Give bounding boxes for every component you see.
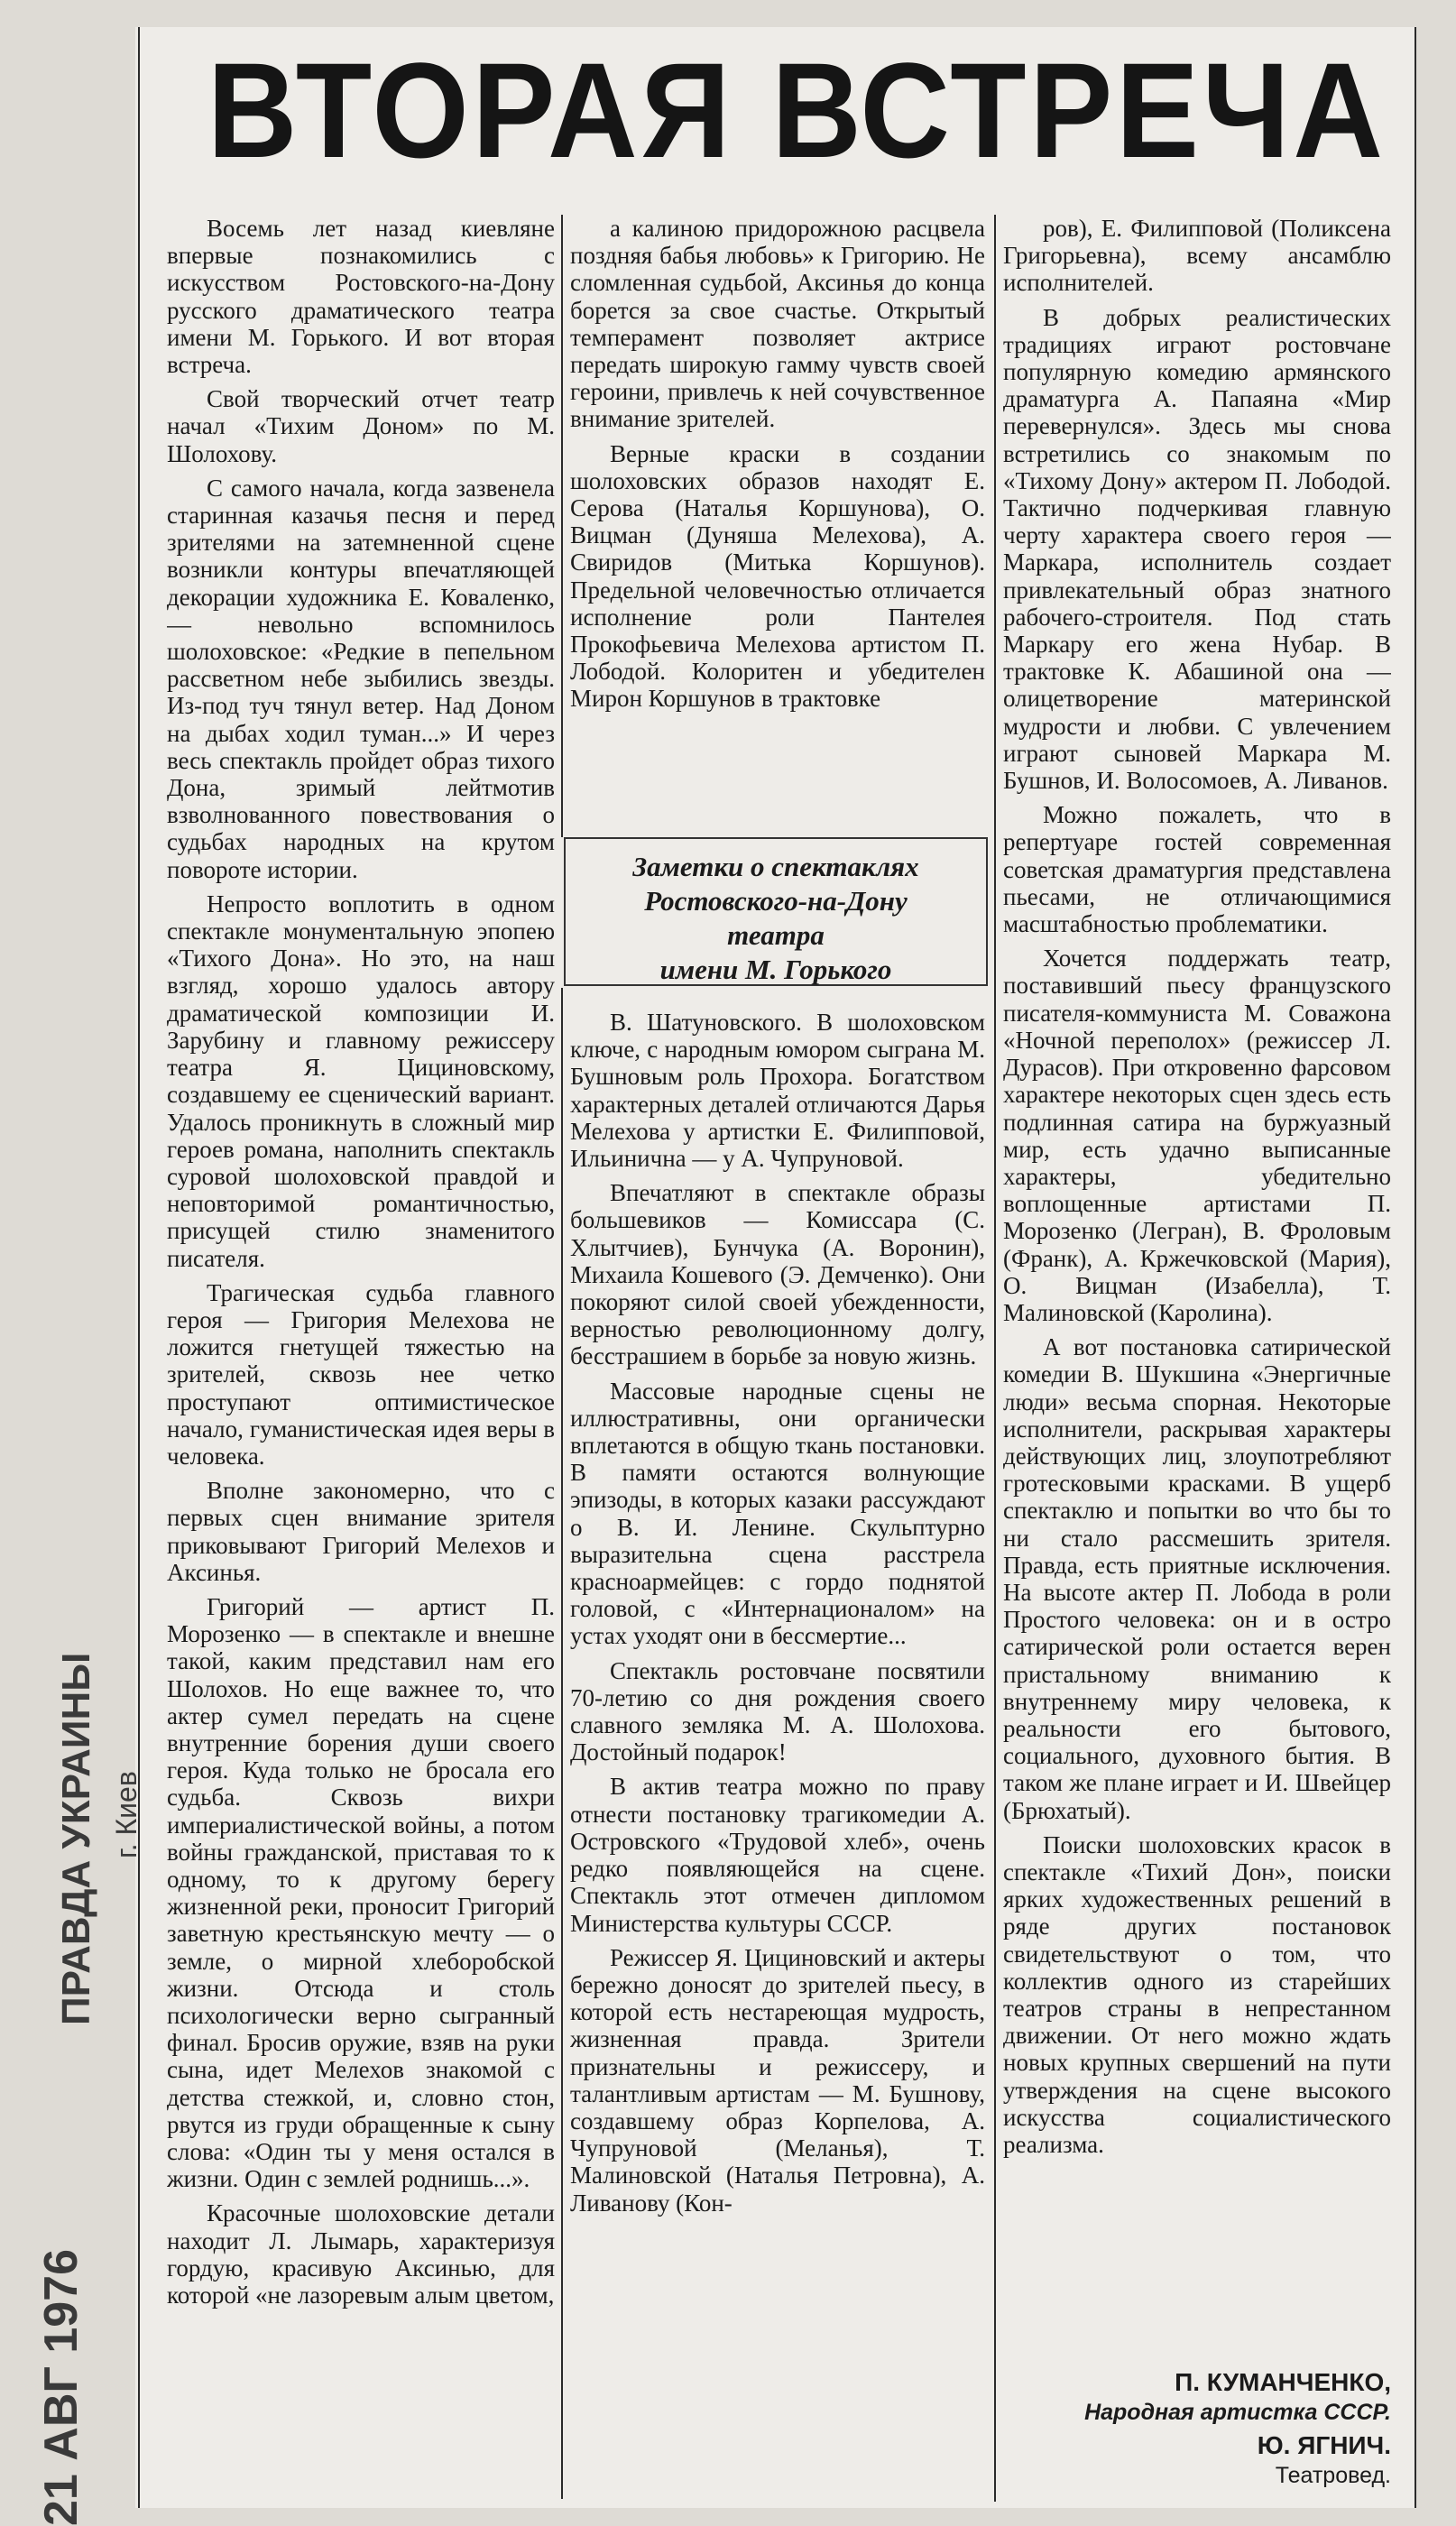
paragraph: Верные краски в создании шолоховских образов находят Е. Серова (Наталья Коршунова), О. Вицман (Дуняша Мелехова), А. Свиридов (Митька Коршунов). Предельной человечностью отличается исполнение роли Пантелея Прокофьевича Мелехова артистом П. Лободой. Колоритен и убедителен Мирон Коршунов в трактовке	[570, 439, 985, 713]
author-2-title: Театровед.	[1275, 2463, 1391, 2488]
paragraph: Свой творческий отчет театр начал «Тихим Доном» по М. Шолохову.	[167, 385, 555, 467]
paragraph: Красочные шолоховские детали находит Л. Лымарь, характеризуя гордую, красивую Аксинью, для которой «не лазоревым алым цветом,	[167, 2199, 555, 2309]
paragraph: Трагическая судьба главного героя — Григория Мелехова не ложится гнетущей тяжестью на зрителей, сквозь нее четко проступают оптимистическое начало, гуманистическая идея веры в человека.	[167, 1278, 555, 1470]
paragraph: Восемь лет назад киевляне впервые познакомились с искусством Ростовского-на-Дону русского драматического театра имени М. Горького. И вот вторая встреча.	[167, 215, 555, 379]
column-rule-1	[561, 215, 563, 837]
paragraph: Хочется поддержать театр, поставивший пьесу французского писателя-коммуниста М. Соважона «Ночной переполох» (режиссер Л. Дурасов). При откровенно фарсовом характере некоторых сцен здесь есть подлинная сатира на буржуазный мир, есть удачно выписанные характеры, убедительно воплощенные артистами П. Морозенко (Легран), В. Фроловым (Франк), А. Кржечковской (Мария), О. Вицман (Изабелла), Т. Малиновской (Каролина).	[1003, 945, 1391, 1326]
paragraph: В. Шатуновского. В шолоховском ключе, с народным юмором сыграна М. Бушновым роль Прохора. Богатством характерных деталей отличаются Дарья Мелехова у артистки Е. Филипповой, Ильинична — у А. Чупруновой.	[570, 1009, 985, 1173]
subtitle-line: Ростовского-на-Дону	[644, 885, 908, 917]
article-column-2	[570, 215, 985, 846]
city-stamp: г. Киев	[110, 1771, 143, 1858]
paragraph: Поиски шолоховских красок в спектакле «Тихий Дон», поиски ярких художественных решений в ряде других постановок свидетельствуют о том, что коллектив одного из старейших театров страны в непрестанном движении. От него можно ждать новых крупных свершений на пути утверждения на сцене высокого искусства социалистического реализма.	[1003, 1830, 1391, 2159]
paragraph: Спектакль ростовчане посвятили 70-летию со дня рождения своего славного земляка М. А. Шолохова. Достойный подарок!	[570, 1656, 985, 1766]
article-column-1	[167, 215, 555, 2495]
paragraph: ров), Е. Филипповой (Поликсена Григорьевна), всему ансамблю исполнителей.	[1003, 215, 1391, 297]
paragraph: Григорий — артист П. Морозенко — в спектакле и внешне такой, каким представил нам его Шолохов. Но еще важнее то, что актер сумел передать на сцене внутренние борения души своего героя. Куда только не бросала его судьба. Сквозь вихри империалистической войны, а потом войны гражданской, приставая то к одному, то к другому берегу жизненной реки, проносит Григорий заветную крестьянскую мечту — о земле, о мирной хлеборобской жизни. Отсюда и столь психологически верно сыгранный финал. Бросив оружие, взяв на руки сына, идет Мелехов знакомой с детства стежкой, и, словно стон, рвутся из груди обращенные к сыну слова: «Один ты у меня остался в жизни. Один с землей роднишь...».	[167, 1592, 555, 2193]
newspaper-name-stamp: ПРАВДА УКРАИНЫ	[54, 1652, 98, 2025]
date-stamp: 21 АВГ 1976	[35, 2249, 88, 2526]
paragraph: Режиссер Я. Цициновский и актеры бережно доносят до зрителей пьесу, в которой есть нестареющая мудрость, жизненная правда. Зрители признательны и режиссеру, и талантливым артистам — М. Бушнову, создавшему образ Корпелова, А. Чупруновой (Меланья), Т. Малиновской (Наталья Петровна), А. Ливанову (Кон-	[570, 1943, 985, 2217]
paragraph: Непросто воплотить в одном спектакле монументальную эпопею «Тихого Дона». Но это, на наш взгляд, хорошо удалось автору драматической композиции И. Зарубину и главному режиссеру театра Я. Цициновскому, создавшему ее сценический вариант. Удалось проникнуть в сложный мир героев романа, наполнить спектакль суровой шолоховской правдой и неповторимой романтичностью, присущей стилю знаменитого писателя.	[167, 890, 555, 1272]
paragraph: В актив театра можно по праву отнести постановку трагикомедии А. Островского «Трудовой хлеб», очень редко появляющейся на сцене. Спектакль этот отмечен дипломом Министерства культуры СССР.	[570, 1773, 985, 1937]
article-column-3	[1003, 215, 1391, 2362]
border-right	[1415, 27, 1416, 2508]
border-left	[138, 27, 140, 2508]
paragraph: Вполне закономерно, что с первых сцен внимание зрителя приковывают Григорий Мелехов и Аксинья.	[167, 1477, 555, 1586]
headline: ВТОРАЯ ВСТРЕЧА	[207, 34, 1387, 186]
author-1-name: П. КУМАНЧЕНКО,	[1175, 2368, 1391, 2396]
subtitle-line: Заметки о спектаклях	[632, 851, 919, 882]
paragraph: С самого начала, когда зазвенела старинная казачья песня и перед зрителями на затемненной сцене возникли контуры впечатляющей декорации художника Е. Коваленко, — невольно вспомнилось шолоховское: «Редкие в пепельном рассветном небе зыбились звезды. Из-под туч тянул ветер. Над Доном на дыбах ходил туман...» И через весь спектакль пройдет образ тихого Дона, зримый лейтмотив взволнованного повествования о судьбах народных на крутом повороте истории.	[167, 474, 555, 883]
author-2-name: Ю. ЯГНИЧ.	[1257, 2431, 1391, 2459]
paragraph: В добрых реалистических традициях играют ростовчане популярную комедию армянского драматурга А. Папаяна «Мир перевернулся». Здесь мы снова встретились со знакомым по «Тихому Дону» актером П. Лободой. Тактично подчеркивая главную черту характера своего героя — Маркара, исполнитель создает привлекательный образ знатного рабочего-строителя. Под стать Маркару его жена Нубар. В трактовке К. Абашиной она — олицетворение материнской мудрости и любви. С увлечением играют сыновей Маркара М. Бушнов, И. Волосомоев, А. Ливанов.	[1003, 303, 1391, 795]
paragraph: А вот постановка сатирической комедии В. Шукшина «Энергичные люди» весьма спорная. Некоторые исполнители, раскрывая характеры действующих лиц, злоупотребляют гротесковыми красками. В ущерб спектаклю и попытки во что бы то ни стало рассмешить зрителя. Правда, есть приятные исключения. На высоте актер П. Лобода в роли Простого человека: он и в остро сатирической роли остается верен пристальному вниманию к внутреннему миру человека, к реальности его бытового, социального, духовного бытия. В таком же плане играет и И. Швейцер (Брюхатый).	[1003, 1333, 1391, 1824]
paragraph: Можно пожалеть, что в репертуаре гостей современная советская драматургия представлена пьесами, не отличающимися масштабностью проблематики.	[1003, 801, 1391, 938]
subtitle-line: театра	[727, 919, 825, 951]
paragraph: Впечатляют в спектакле образы большевиков — Комиссара (С. Хлытчиев), Бунчука (А. Воронин), Михаила Кошевого (Э. Демченко). Они покоряют силой своей убежденности, верностью революционному долгу, бесстрашием в борьбе за новую жизнь.	[570, 1179, 985, 1370]
paragraph: Массовые народные сцены не иллюстративны, они органически вплетаются в общую ткань постановки. В памяти остаются волнующие эпизоды, в которых казаки рассуждают о В. И. Ленине. Скульптурно выразительна сцена расстрела красноармейцев: с гордо поднятой головой, с «Интернационалом» на устах уходят они в бессмертие...	[570, 1377, 985, 1650]
column-rule-1b	[561, 988, 563, 2499]
author-1-title: Народная артистка СССР.	[1084, 2400, 1391, 2425]
subtitle-line: имени М. Горького	[659, 954, 892, 985]
article-column-2-continued	[570, 1009, 985, 2495]
paragraph: а калиною придорожною расцвела поздняя бабья любовь» к Григорию. Не сломленная судьбой, Аксинья до конца борется за свое счастье. Открытый темперамент позволяет актрисе передать широкую гамму чувств своей героини, привлечь к ней сочувственное внимание зрителей.	[570, 215, 985, 433]
column-rule-2	[994, 215, 996, 2502]
subtitle-box	[564, 837, 988, 986]
